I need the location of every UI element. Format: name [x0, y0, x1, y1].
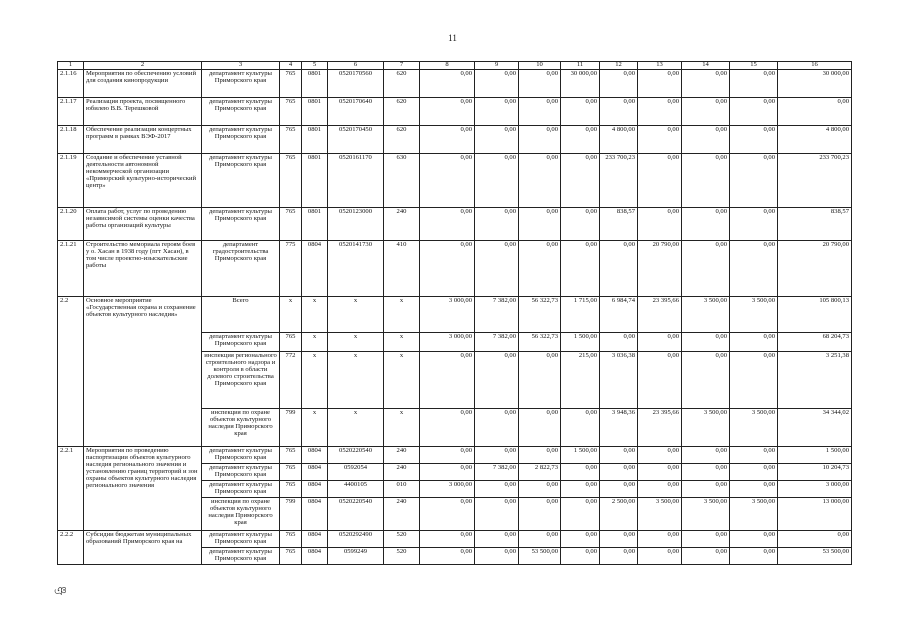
amount-cell: 0,00 [561, 497, 600, 530]
amount-cell: 3 500,00 [682, 497, 730, 530]
amount-cell: 53 500,00 [519, 547, 561, 564]
amount-cell: 0,00 [420, 497, 475, 530]
amount-cell: 0,00 [638, 97, 682, 125]
amount-cell: 0,00 [519, 125, 561, 153]
grbs-cell: 799 [280, 497, 302, 530]
grbs-cell: 775 [280, 240, 302, 296]
amount-cell: 0,00 [730, 480, 778, 497]
amount-cell: 3 500,00 [638, 497, 682, 530]
amount-cell: 215,00 [561, 351, 600, 408]
csr-cell: 0520170640 [328, 97, 384, 125]
amount-cell: 0,00 [730, 97, 778, 125]
amount-cell: 4 800,00 [778, 125, 852, 153]
grbs-cell: 765 [280, 125, 302, 153]
amount-cell: 0,00 [420, 463, 475, 480]
amount-cell: 0,00 [682, 240, 730, 296]
column-header: 8 [420, 62, 475, 70]
row-number-cell: 2.1.16 [58, 69, 84, 97]
rzpr-cell: x [302, 296, 328, 332]
measure-name-cell: Субсидии бюджетам муниципальных образований Приморского края на [84, 530, 202, 564]
rzpr-cell: 0804 [302, 463, 328, 480]
amount-cell: 0,00 [420, 547, 475, 564]
page-corner-mark: ঞ [54, 584, 67, 598]
amount-cell: 0,00 [730, 207, 778, 240]
column-header: 13 [638, 62, 682, 70]
amount-cell: 0,00 [420, 240, 475, 296]
amount-cell: 23 395,66 [638, 408, 682, 446]
column-header: 3 [202, 62, 280, 70]
rzpr-cell: x [302, 351, 328, 408]
csr-cell: 4400105 [328, 480, 384, 497]
amount-cell: 0,00 [561, 547, 600, 564]
amount-cell: 0,00 [475, 480, 519, 497]
amount-cell: 6 984,74 [600, 296, 638, 332]
vr-cell: 520 [384, 530, 420, 547]
amount-cell: 3 000,00 [420, 332, 475, 351]
amount-cell: 0,00 [519, 530, 561, 547]
grbs-cell: 765 [280, 69, 302, 97]
rzpr-cell: 0804 [302, 240, 328, 296]
csr-cell: 0520220540 [328, 446, 384, 463]
row-number-cell: 2.1.21 [58, 240, 84, 296]
amount-cell: 0,00 [682, 69, 730, 97]
vr-cell: 630 [384, 153, 420, 207]
amount-cell: 30 000,00 [561, 69, 600, 97]
amount-cell: 0,00 [420, 207, 475, 240]
amount-cell: 838,57 [600, 207, 638, 240]
amount-cell: 0,00 [561, 207, 600, 240]
amount-cell: 10 204,73 [778, 463, 852, 480]
amount-cell: 0,00 [638, 69, 682, 97]
amount-cell: 0,00 [730, 351, 778, 408]
executor-cell: департамент культуры Приморского края [202, 446, 280, 463]
amount-cell: 0,00 [561, 463, 600, 480]
amount-cell: 1 500,00 [561, 332, 600, 351]
amount-cell: 0,00 [682, 351, 730, 408]
rzpr-cell: 0804 [302, 530, 328, 547]
measure-name-cell: Оплата работ, услуг по проведению независимой системы оценки качества работы организаций культуры [84, 207, 202, 240]
amount-cell: 1 715,00 [561, 296, 600, 332]
amount-cell: 1 500,00 [778, 446, 852, 463]
executor-cell: департамент культуры Приморского края [202, 125, 280, 153]
amount-cell: 0,00 [682, 480, 730, 497]
amount-cell: 0,00 [519, 97, 561, 125]
amount-cell: 0,00 [638, 207, 682, 240]
amount-cell: 3 000,00 [420, 296, 475, 332]
column-header: 2 [84, 62, 202, 70]
vr-cell: 620 [384, 97, 420, 125]
amount-cell: 0,00 [420, 408, 475, 446]
csr-cell: 0520220540 [328, 497, 384, 530]
csr-cell: 0520170560 [328, 69, 384, 97]
amount-cell: 0,00 [638, 463, 682, 480]
table-row [58, 296, 852, 332]
amount-cell: 0,00 [561, 408, 600, 446]
grbs-cell: 765 [280, 446, 302, 463]
amount-cell: 0,00 [475, 207, 519, 240]
amount-cell: 0,00 [600, 547, 638, 564]
csr-cell: x [328, 351, 384, 408]
grbs-cell: 765 [280, 332, 302, 351]
amount-cell: 0,00 [475, 408, 519, 446]
csr-cell: x [328, 332, 384, 351]
amount-cell: 0,00 [682, 547, 730, 564]
amount-cell: 0,00 [519, 446, 561, 463]
amount-cell: 3 500,00 [730, 408, 778, 446]
row-number-cell: 2.1.20 [58, 207, 84, 240]
amount-cell: 0,00 [475, 446, 519, 463]
amount-cell: 3 948,36 [600, 408, 638, 446]
amount-cell: 0,00 [600, 530, 638, 547]
amount-cell: 233 700,23 [600, 153, 638, 207]
amount-cell: 0,00 [475, 69, 519, 97]
grbs-cell: 765 [280, 480, 302, 497]
amount-cell: 0,00 [600, 332, 638, 351]
rzpr-cell: 0801 [302, 125, 328, 153]
amount-cell: 0,00 [420, 97, 475, 125]
table-row [58, 446, 852, 463]
amount-cell: 0,00 [420, 446, 475, 463]
amount-cell: 0,00 [730, 153, 778, 207]
amount-cell: 20 790,00 [778, 240, 852, 296]
column-header: 7 [384, 62, 420, 70]
amount-cell: 0,00 [519, 69, 561, 97]
amount-cell: 7 382,00 [475, 463, 519, 480]
amount-cell: 3 036,38 [600, 351, 638, 408]
amount-cell: 0,00 [682, 446, 730, 463]
amount-cell: 0,00 [730, 69, 778, 97]
amount-cell: 0,00 [682, 463, 730, 480]
row-number-cell: 2.2 [58, 296, 84, 446]
column-header: 1 [58, 62, 84, 70]
amount-cell: 0,00 [600, 240, 638, 296]
vr-cell: 620 [384, 69, 420, 97]
amount-cell: 0,00 [682, 125, 730, 153]
amount-cell: 0,00 [638, 530, 682, 547]
amount-cell: 0,00 [475, 547, 519, 564]
amount-cell: 0,00 [420, 351, 475, 408]
executor-cell: инспекция регионального строительного надзора и контроля в области долевого строительства Приморского края [202, 351, 280, 408]
amount-cell: 2 822,73 [519, 463, 561, 480]
grbs-cell: 765 [280, 207, 302, 240]
amount-cell: 0,00 [475, 497, 519, 530]
csr-cell: 0520170450 [328, 125, 384, 153]
vr-cell: 620 [384, 125, 420, 153]
amount-cell: 23 395,66 [638, 296, 682, 332]
rzpr-cell: 0804 [302, 547, 328, 564]
amount-cell: 0,00 [682, 332, 730, 351]
vr-cell: 240 [384, 463, 420, 480]
amount-cell: 0,00 [561, 125, 600, 153]
grbs-cell: 772 [280, 351, 302, 408]
amount-cell: 0,00 [519, 408, 561, 446]
amount-cell: 0,00 [600, 69, 638, 97]
amount-cell: 30 000,00 [778, 69, 852, 97]
grbs-cell: 765 [280, 463, 302, 480]
vr-cell: 010 [384, 480, 420, 497]
amount-cell: 0,00 [600, 480, 638, 497]
amount-cell: 0,00 [420, 530, 475, 547]
vr-cell: x [384, 351, 420, 408]
amount-cell: 0,00 [730, 125, 778, 153]
grbs-cell: 765 [280, 530, 302, 547]
grbs-cell: 765 [280, 153, 302, 207]
amount-cell: 0,00 [475, 125, 519, 153]
executor-cell: департамент культуры Приморского края [202, 530, 280, 547]
amount-cell: 0,00 [638, 125, 682, 153]
amount-cell: 2 500,00 [600, 497, 638, 530]
amount-cell: 4 800,00 [600, 125, 638, 153]
amount-cell: 0,00 [638, 153, 682, 207]
amount-cell: 0,00 [475, 351, 519, 408]
amount-cell: 0,00 [730, 530, 778, 547]
table-header-row [58, 62, 852, 70]
row-number-cell: 2.1.17 [58, 97, 84, 125]
row-number-cell: 2.2.2 [58, 530, 84, 564]
vr-cell: 520 [384, 547, 420, 564]
grbs-cell: 765 [280, 547, 302, 564]
rzpr-cell: 0801 [302, 207, 328, 240]
amount-cell: 0,00 [600, 446, 638, 463]
amount-cell: 0,00 [638, 351, 682, 408]
amount-cell: 838,57 [778, 207, 852, 240]
amount-cell: 34 344,02 [778, 408, 852, 446]
executor-cell: департамент градостроительства Приморского края [202, 240, 280, 296]
column-header: 15 [730, 62, 778, 70]
amount-cell: 0,00 [638, 547, 682, 564]
amount-cell: 0,00 [519, 240, 561, 296]
row-number-cell: 2.1.18 [58, 125, 84, 153]
amount-cell: 0,00 [730, 446, 778, 463]
amount-cell: 56 322,73 [519, 296, 561, 332]
table-row [58, 153, 852, 207]
rzpr-cell: 0801 [302, 97, 328, 125]
table-row [58, 240, 852, 296]
amount-cell: 7 382,00 [475, 296, 519, 332]
csr-cell: x [328, 296, 384, 332]
measure-name-cell: Реализация проекта, посвященного юбилею В.В. Терешковой [84, 97, 202, 125]
table-row [58, 125, 852, 153]
amount-cell: 0,00 [420, 125, 475, 153]
column-header: 5 [302, 62, 328, 70]
grbs-cell: x [280, 296, 302, 332]
vr-cell: 240 [384, 497, 420, 530]
amount-cell: 0,00 [561, 480, 600, 497]
page-number: 11 [448, 33, 457, 43]
amount-cell: 20 790,00 [638, 240, 682, 296]
table-row [58, 69, 852, 97]
column-header: 4 [280, 62, 302, 70]
amount-cell: 0,00 [561, 530, 600, 547]
amount-cell: 0,00 [730, 463, 778, 480]
executor-cell: Всего [202, 296, 280, 332]
vr-cell: 240 [384, 446, 420, 463]
column-header: 11 [561, 62, 600, 70]
amount-cell: 3 500,00 [730, 497, 778, 530]
column-header: 9 [475, 62, 519, 70]
csr-cell: 0520123000 [328, 207, 384, 240]
executor-cell: департамент культуры Приморского края [202, 480, 280, 497]
row-number-cell: 2.2.1 [58, 446, 84, 530]
table-row [58, 530, 852, 547]
column-header: 10 [519, 62, 561, 70]
vr-cell: x [384, 408, 420, 446]
amount-cell: 0,00 [519, 351, 561, 408]
amount-cell: 0,00 [561, 97, 600, 125]
executor-cell: департамент культуры Приморского края [202, 463, 280, 480]
measure-name-cell: Обеспечение реализации концертных программ в рамках ВЭФ-2017 [84, 125, 202, 153]
amount-cell: 0,00 [519, 480, 561, 497]
measure-name-cell: Строительство мемориала героям боев у о. Хасан в 1938 году (пгт Хасан), в том числе проектно-изыскательские работы [84, 240, 202, 296]
csr-cell: x [328, 408, 384, 446]
csr-cell: 0592054 [328, 463, 384, 480]
amount-cell: 3 500,00 [730, 296, 778, 332]
amount-cell: 0,00 [519, 497, 561, 530]
measure-name-cell: Мероприятия по проведению паспортизации объектов культурного наследия регионального значения и установлению границ территорий и зон охраны объектов культурного наследия регионального значения [84, 446, 202, 530]
amount-cell: 0,00 [420, 153, 475, 207]
amount-cell: 0,00 [420, 69, 475, 97]
rzpr-cell: 0804 [302, 480, 328, 497]
measure-name-cell: Мероприятия по обеспечению условий для создания кинопродукции [84, 69, 202, 97]
amount-cell: 0,00 [730, 332, 778, 351]
executor-cell: департамент культуры Приморского края [202, 69, 280, 97]
rzpr-cell: 0804 [302, 446, 328, 463]
executor-cell: департамент культуры Приморского края [202, 97, 280, 125]
amount-cell: 0,00 [561, 240, 600, 296]
amount-cell: 0,00 [638, 332, 682, 351]
amount-cell: 13 000,00 [778, 497, 852, 530]
csr-cell: 0520141730 [328, 240, 384, 296]
amount-cell: 0,00 [778, 97, 852, 125]
executor-cell: департамент культуры Приморского края [202, 332, 280, 351]
rzpr-cell: 0801 [302, 69, 328, 97]
rzpr-cell: 0801 [302, 153, 328, 207]
executor-cell: департамент культуры Приморского края [202, 547, 280, 564]
column-header: 6 [328, 62, 384, 70]
grbs-cell: 799 [280, 408, 302, 446]
amount-cell: 0,00 [475, 240, 519, 296]
amount-cell: 0,00 [682, 153, 730, 207]
vr-cell: 410 [384, 240, 420, 296]
csr-cell: 0520292490 [328, 530, 384, 547]
rzpr-cell: x [302, 332, 328, 351]
vr-cell: x [384, 332, 420, 351]
column-header: 14 [682, 62, 730, 70]
amount-cell: 0,00 [730, 240, 778, 296]
column-header: 16 [778, 62, 852, 70]
executor-cell: департамент культуры Приморского края [202, 207, 280, 240]
amount-cell: 0,00 [600, 463, 638, 480]
amount-cell: 3 251,38 [778, 351, 852, 408]
measure-name-cell: Создание и обеспечение уставной деятельности автономной некоммерческой организации «Приморский культурно-исторический центр» [84, 153, 202, 207]
rzpr-cell: x [302, 408, 328, 446]
vr-cell: 240 [384, 207, 420, 240]
measure-name-cell: Основное мероприятие «Государственная охрана и сохранение объектов культурного наследия» [84, 296, 202, 446]
table-row [58, 97, 852, 125]
amount-cell: 105 800,13 [778, 296, 852, 332]
amount-cell: 56 322,73 [519, 332, 561, 351]
amount-cell: 0,00 [638, 480, 682, 497]
executor-cell: инспекция по охране объектов культурного наследия Приморского края [202, 497, 280, 530]
amount-cell: 0,00 [638, 446, 682, 463]
amount-cell: 0,00 [519, 207, 561, 240]
amount-cell: 7 382,00 [475, 332, 519, 351]
row-number-cell: 2.1.19 [58, 153, 84, 207]
grbs-cell: 765 [280, 97, 302, 125]
csr-cell: 0599249 [328, 547, 384, 564]
amount-cell: 0,00 [730, 547, 778, 564]
vr-cell: x [384, 296, 420, 332]
amount-cell: 0,00 [682, 207, 730, 240]
amount-cell: 53 500,00 [778, 547, 852, 564]
amount-cell: 3 500,00 [682, 296, 730, 332]
csr-cell: 0520161170 [328, 153, 384, 207]
amount-cell: 0,00 [475, 530, 519, 547]
amount-cell: 1 500,00 [561, 446, 600, 463]
amount-cell: 0,00 [682, 530, 730, 547]
amount-cell: 68 204,73 [778, 332, 852, 351]
amount-cell: 0,00 [519, 153, 561, 207]
executor-cell: инспекция по охране объектов культурного наследия Приморского края [202, 408, 280, 446]
amount-cell: 3 000,00 [778, 480, 852, 497]
amount-cell: 3 500,00 [682, 408, 730, 446]
amount-cell: 0,00 [475, 97, 519, 125]
amount-cell: 3 000,00 [420, 480, 475, 497]
amount-cell: 0,00 [600, 97, 638, 125]
amount-cell: 233 700,23 [778, 153, 852, 207]
amount-cell: 0,00 [475, 153, 519, 207]
amount-cell: 0,00 [561, 153, 600, 207]
column-header: 12 [600, 62, 638, 70]
budget-table [57, 61, 852, 565]
executor-cell: департамент культуры Приморского края [202, 153, 280, 207]
rzpr-cell: 0804 [302, 497, 328, 530]
table-row [58, 207, 852, 240]
amount-cell: 0,00 [778, 530, 852, 547]
amount-cell: 0,00 [682, 97, 730, 125]
